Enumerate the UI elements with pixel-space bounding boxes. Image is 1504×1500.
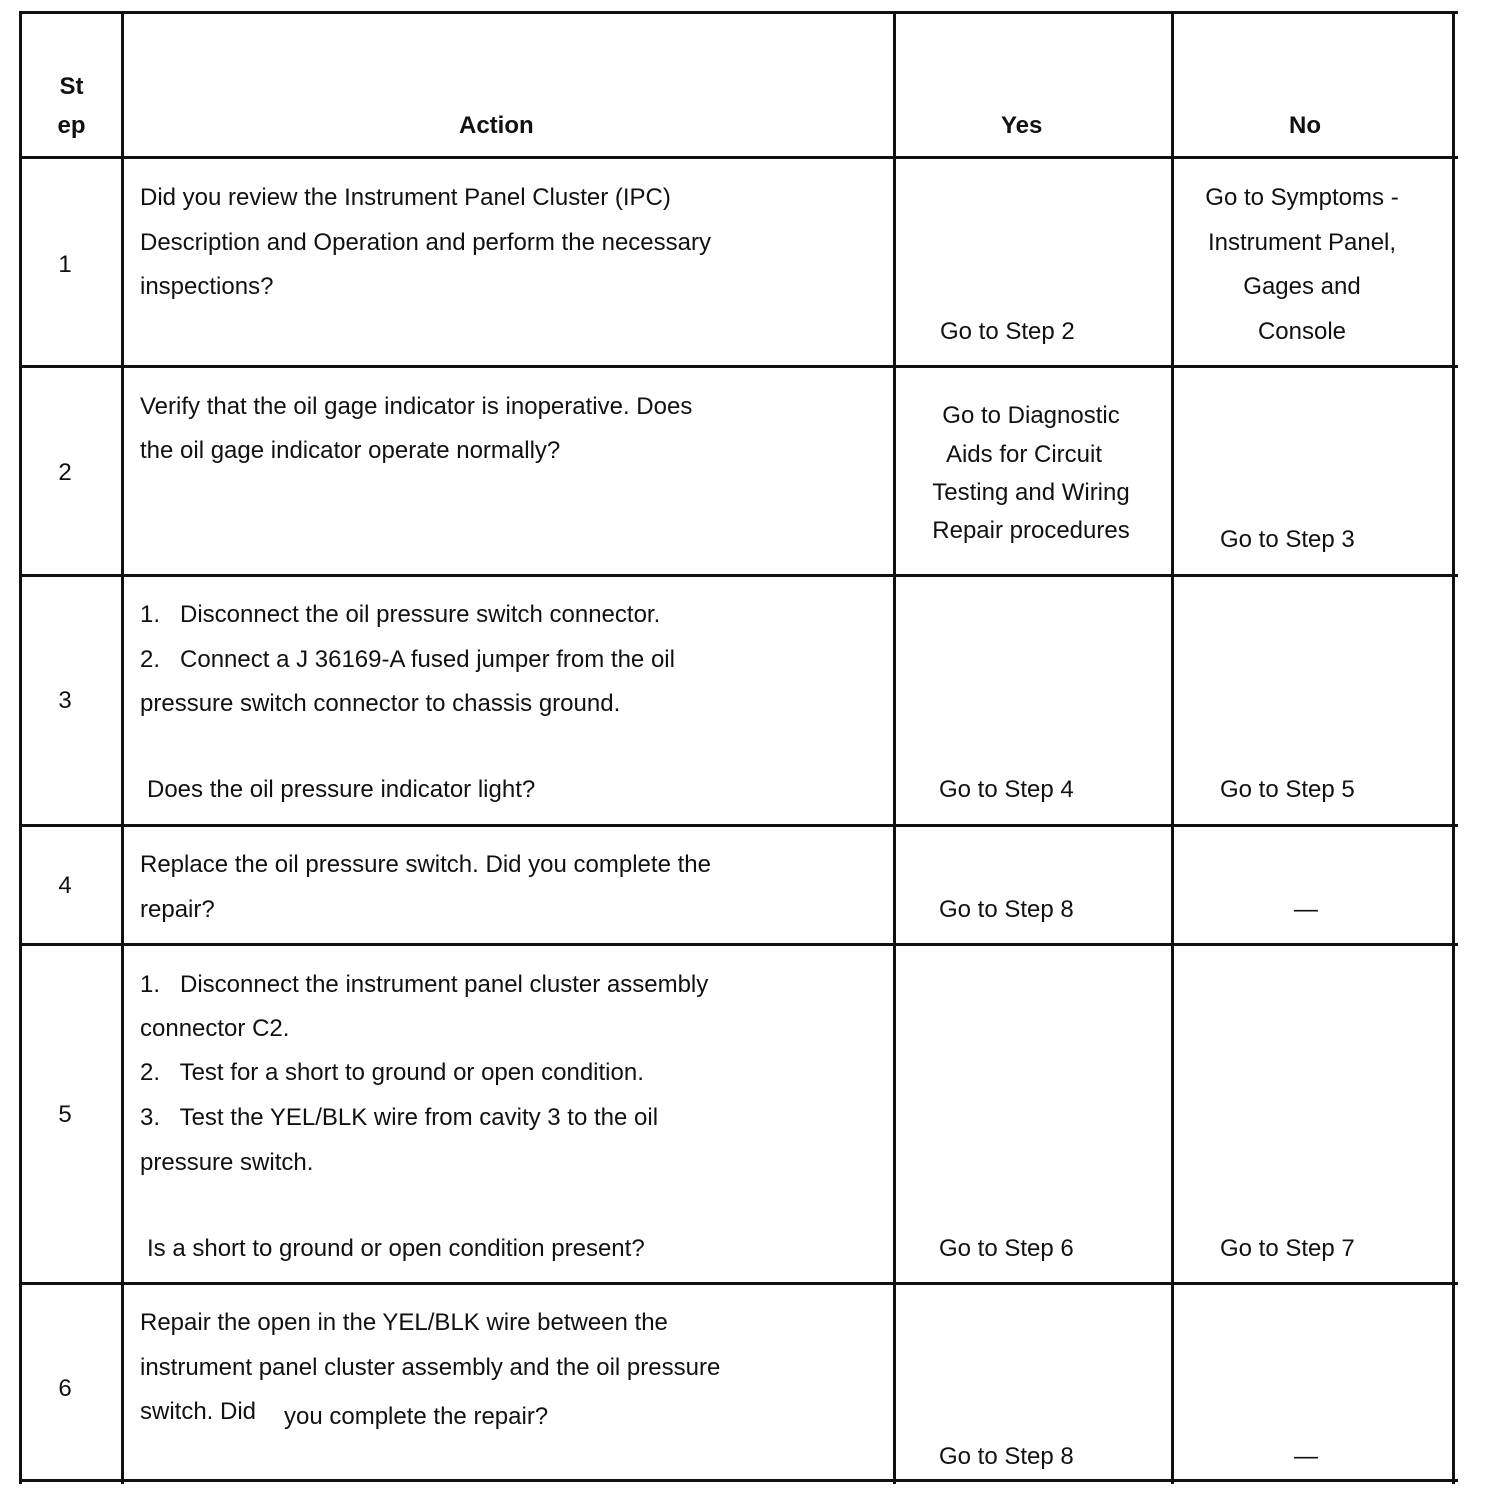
header-action: Action bbox=[459, 112, 534, 139]
action-question: Does the oil pressure indicator light? bbox=[147, 776, 536, 803]
action-line: instrument panel cluster assembly and the oil pressure bbox=[140, 1354, 721, 1381]
header-step-line1: St bbox=[59, 73, 84, 100]
step-number: 6 bbox=[58, 1375, 72, 1402]
yes-result: Go to Step 8 bbox=[939, 896, 1074, 923]
yes-result: Go to Step 4 bbox=[939, 776, 1074, 803]
yes-result: Testing and Wiring bbox=[932, 479, 1130, 506]
table-border-bottom bbox=[19, 1479, 1458, 1482]
step-number: 3 bbox=[58, 687, 72, 714]
row-divider-1 bbox=[19, 365, 1458, 368]
header-no: No bbox=[1289, 112, 1321, 139]
action-question: Is a short to ground or open condition present? bbox=[147, 1235, 645, 1262]
step-number: 2 bbox=[58, 459, 72, 486]
column-divider-step bbox=[121, 11, 124, 1484]
no-result: — bbox=[1294, 1443, 1318, 1470]
step-number: 1 bbox=[58, 251, 72, 278]
no-result: Go to Step 3 bbox=[1220, 526, 1355, 553]
action-line: 3. Test the YEL/BLK wire from cavity 3 to the oil bbox=[140, 1104, 659, 1131]
yes-result: Go to Step 2 bbox=[940, 318, 1075, 345]
table-border-top bbox=[19, 11, 1458, 14]
header-yes: Yes bbox=[1001, 112, 1043, 139]
no-result: — bbox=[1294, 896, 1318, 923]
step-number: 4 bbox=[58, 872, 72, 899]
action-line: pressure switch. bbox=[140, 1149, 314, 1176]
step-number: 5 bbox=[58, 1101, 72, 1128]
yes-result: Go to Step 8 bbox=[939, 1443, 1074, 1470]
action-line: inspections? bbox=[140, 273, 274, 300]
yes-result: Aids for Circuit bbox=[945, 441, 1103, 468]
action-line: switch. Did bbox=[140, 1398, 257, 1425]
action-line: Replace the oil pressure switch. Did you complete the bbox=[140, 851, 711, 878]
no-result: Go to Symptoms - bbox=[1205, 184, 1399, 211]
action-line: connector C2. bbox=[140, 1015, 290, 1042]
row-divider-5 bbox=[19, 1282, 1458, 1285]
row-divider-3 bbox=[19, 824, 1458, 827]
action-line: the oil gage indicator operate normally? bbox=[140, 437, 561, 464]
action-line: you complete the repair? bbox=[284, 1403, 549, 1430]
action-line: repair? bbox=[140, 896, 215, 923]
header-step-line2: ep bbox=[57, 112, 86, 139]
action-line: 1. Disconnect the oil pressure switch connector. bbox=[140, 601, 661, 628]
row-divider-2 bbox=[19, 574, 1458, 577]
action-line: Repair the open in the YEL/BLK wire between the bbox=[140, 1309, 668, 1336]
action-line: 2. Connect a J 36169-A fused jumper from the oil bbox=[140, 646, 675, 673]
action-line: 1. Disconnect the instrument panel cluster assembly bbox=[140, 971, 709, 998]
yes-result: Go to Diagnostic bbox=[942, 402, 1120, 429]
action-line: Description and Operation and perform the necessary bbox=[140, 229, 711, 256]
no-result: Go to Step 5 bbox=[1220, 776, 1355, 803]
column-divider-action bbox=[893, 11, 896, 1484]
action-line: 2. Test for a short to ground or open condition. bbox=[140, 1059, 644, 1086]
no-result: Console bbox=[1257, 318, 1347, 345]
action-line: pressure switch connector to chassis ground. bbox=[140, 690, 621, 717]
yes-result: Go to Step 6 bbox=[939, 1235, 1074, 1262]
action-line: Verify that the oil gage indicator is inoperative. Does bbox=[140, 393, 693, 420]
row-divider-4 bbox=[19, 943, 1458, 946]
row-divider-header bbox=[19, 156, 1458, 159]
no-result: Go to Step 7 bbox=[1220, 1235, 1355, 1262]
no-result: Instrument Panel, bbox=[1207, 229, 1397, 256]
action-line: Did you review the Instrument Panel Cluster (IPC) bbox=[140, 184, 671, 211]
no-result: Gages and bbox=[1243, 273, 1361, 300]
yes-result: Repair procedures bbox=[932, 517, 1130, 544]
table-border-left bbox=[19, 11, 22, 1484]
table-border-right bbox=[1452, 11, 1455, 1484]
